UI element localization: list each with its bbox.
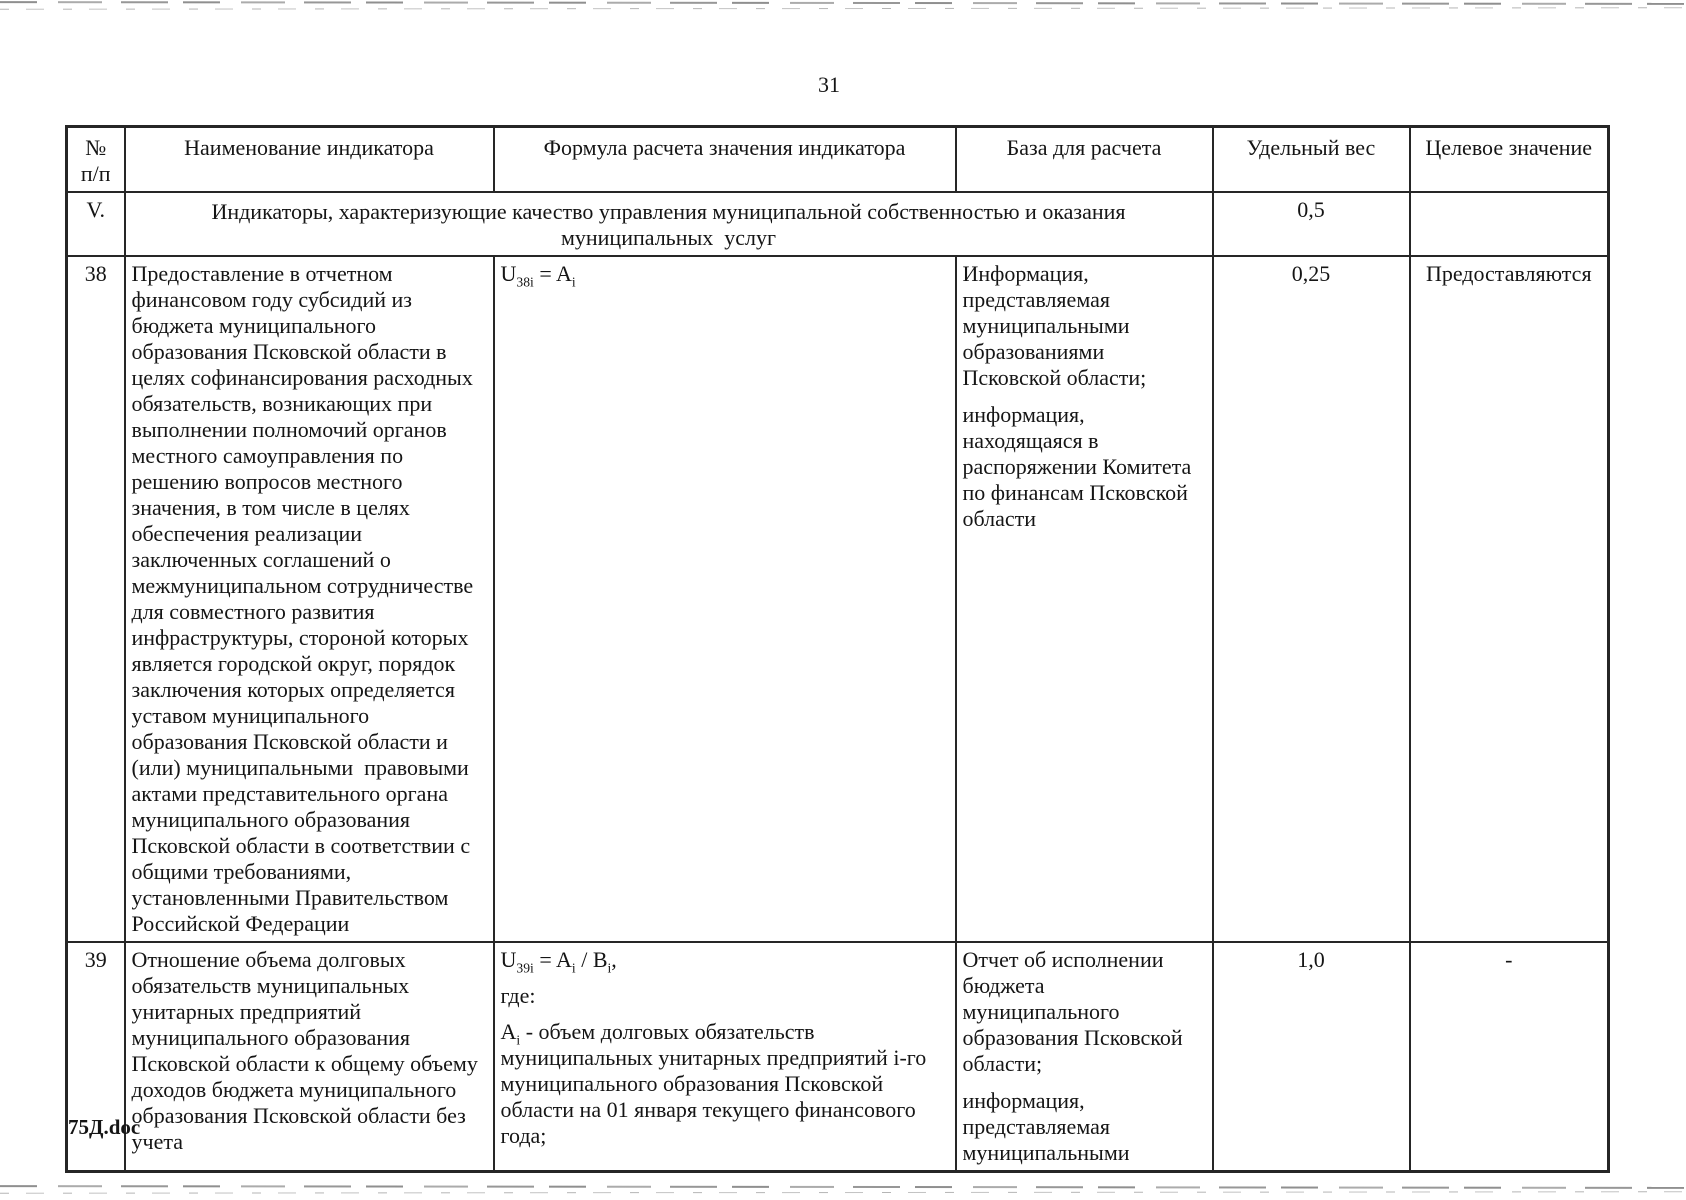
weight-value-38: 0,25 [1213, 256, 1410, 942]
column-header-formula: Формула расчета значения индикатора [494, 127, 956, 193]
section-row [67, 192, 1609, 256]
calculation-base-39: Отчет об исполнении бюджета муниципального образования Псковской области; информация, представляемая муниципальными [956, 942, 1213, 1172]
calculation-base-38: Информация, представляемая муниципальными образованиями Псковской области; информация, находящаяся в распоряжении Комитета по финансам Псковской области [956, 256, 1213, 942]
indicator-formula-38: $U_{38i} = A_i$ [494, 256, 956, 942]
scan-artifact-line [0, 1, 1686, 5]
column-header-target: Целевое значение [1410, 127, 1609, 193]
scan-artifact-line [0, 7, 1686, 9]
scan-artifact-top-edge [0, 2, 1686, 9]
indicator-name-39: Отношение объема долговых обязательств муниципальных унитарных предприятий муниципального образования Псковской области к общему объему доходов бюджета муниципального образования Псковской области без учета [125, 942, 494, 1172]
scan-artifact-line [0, 1191, 1686, 1193]
table-header-row [67, 127, 1609, 193]
section-number: V. [67, 192, 125, 256]
column-header-weight: Удельный вес [1213, 127, 1410, 193]
indicator-row-39 [67, 942, 1609, 1172]
section-title-cell [125, 192, 1213, 256]
scan-artifact-bottom-edge [0, 1186, 1686, 1193]
section-title: Индикаторы, характеризующие качество управления муниципальной собственностью и оказания муниципальных услуг [211, 199, 1132, 250]
target-value-39: - [1410, 942, 1609, 1172]
target-value-38: Предоставляются [1410, 256, 1609, 942]
scan-artifact-line [0, 1185, 1686, 1189]
footer-filename: 75Д.doc [68, 1115, 141, 1139]
page-number: 31 [818, 72, 840, 97]
indicator-table [65, 125, 1610, 1173]
section-weight: 0,5 [1213, 192, 1410, 256]
weight-value-39: 1,0 [1213, 942, 1410, 1172]
indicator-formula-39: $U_{39i} = A_i / B_i$, где: $A_i$ - объем долговых обязательств муниципальных унитарных предприятий i-го муниципального образования Псковской области на 01 января текущего финансового года; [494, 942, 956, 1172]
column-header-name: Наименование индикатора [125, 127, 494, 193]
indicator-number-39: 39 [67, 942, 125, 1172]
column-header-num: № п/п [67, 127, 125, 193]
indicator-row-38 [67, 256, 1609, 942]
indicator-name-38: Предоставление в отчетном финансовом году субсидий из бюджета муниципального образования Псковской области в целях софинансирования расходных обязательств, возникающих при выполнении полномочий органов местного самоуправления по решению вопросов местного значения, в том числе в целях обеспечения реализации заключенных соглашений о межмуниципальном сотрудничестве для совместного развития инфраструктуры, стороной которых является городской округ, порядок заключения которых определяется уставом муниципального образования Псковской области и (или) муниципальными правовыми актами представительного органа муниципального образования Псковской области в соответствии с общими требованиями, установленными Правительством Российской Федерации [125, 256, 494, 942]
column-header-base: База для расчета [956, 127, 1213, 193]
indicator-number-38: 38 [67, 256, 125, 942]
section-target [1410, 192, 1609, 256]
